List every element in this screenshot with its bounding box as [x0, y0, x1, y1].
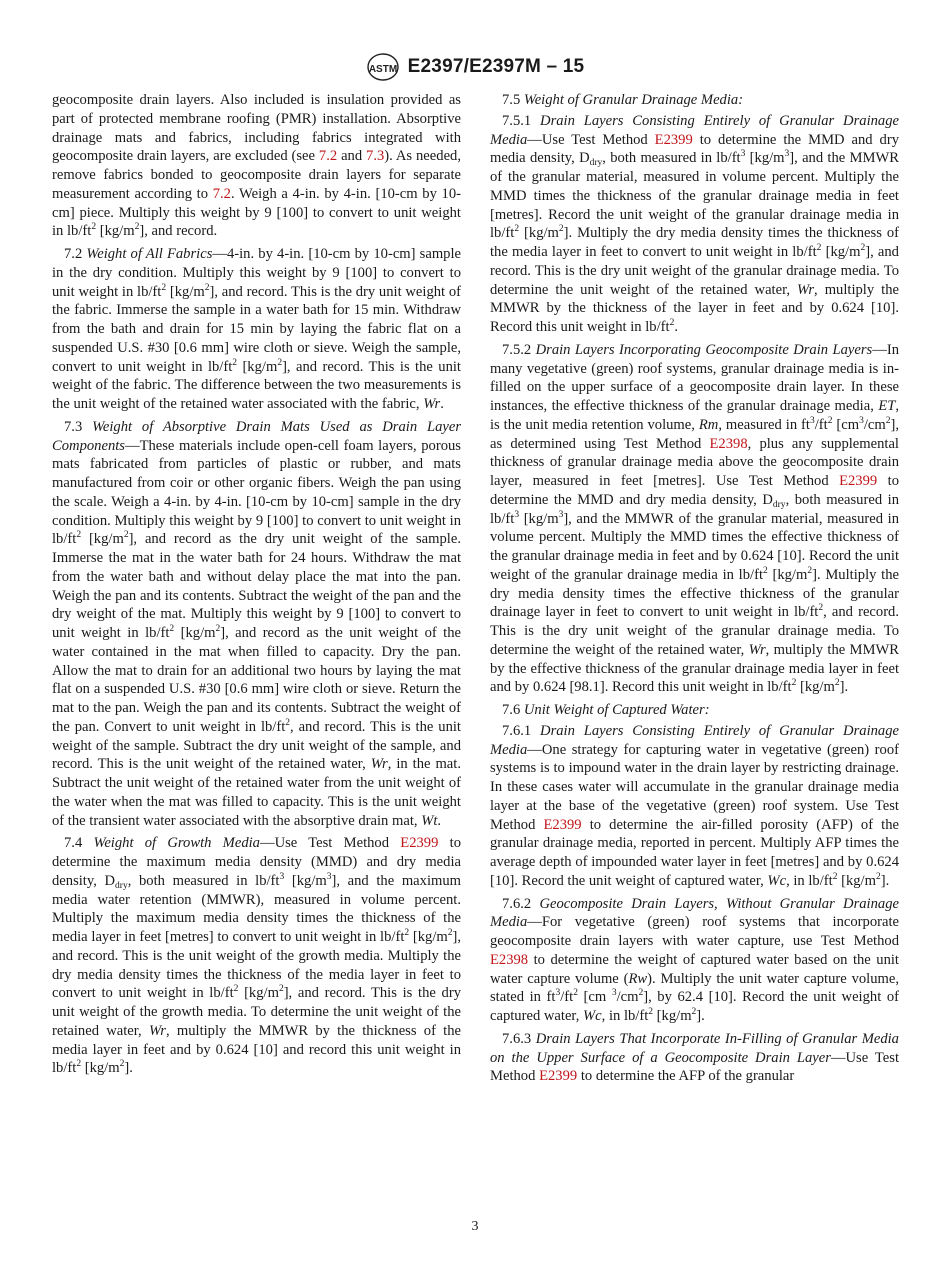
paragraph-text: , both measured in lb/ft — [127, 872, 280, 889]
paragraph-text: . — [674, 319, 678, 335]
paragraph-text: 7.6.3 — [502, 1030, 536, 1047]
paragraph-text: ], and the maximum media water retention (MMWR), measured in volume percent. Multiply the maximum media density times the thickness of the media layer in feet [metres] to convert to unit weight in lb/ft — [52, 872, 461, 945]
superscript: 2 — [204, 282, 210, 293]
paragraph-text: . Weigh a 4-in. by 4-in. [10-cm by 10-cm] piece. Multiply this weight by 9 [100] to convert to unit weight in lb/ft — [52, 185, 461, 240]
paragraph-text: ]. — [696, 1008, 705, 1024]
paragraph-text: ], and record. This is the unit weight of the fabric. The difference between the two measurements is the unit weight of the retained water associated with the fabric, — [52, 358, 461, 412]
standard-reference-link[interactable]: E2399 — [839, 473, 878, 489]
superscript: 2 — [573, 988, 578, 999]
italic-text: Wr — [148, 1022, 166, 1039]
paragraph-text: —4-in. by 4-in. [10-cm by 10-cm] sample in the dry condition. Multiply this weight by 9 [100] to convert to unit weight in lb/ft — [52, 246, 462, 300]
paragraph-text: ], and record as the unit weight of the water contained in the mat when filled to capacity. Dry the pan. Allow the mat to drain for an additional two hours by laying the mat flat on a suspended U.S. #30 [0.6 mm] wire cloth or sieve. Return the mat to the pan. Weigh the pan and its contents. Subtract the weight of the pan. Convert to unit weight in lb/ft — [52, 625, 461, 735]
paragraph — [490, 341, 899, 697]
paragraph-text: , is the unit media retention volume, — [490, 398, 899, 433]
paragraph-text: , in the mat. Subtract the unit weight of the retained water from the unit weight of the water when the mat was filled to capacity. This is the unit weight of the transient water associated with the absorptive drain mat, — [52, 756, 461, 829]
paragraph-text: ], and record. This is the dry unit weight of the granular drainage media. To determine the unit weight of the retained water, — [490, 244, 899, 298]
superscript: 3 — [611, 988, 617, 999]
superscript: 2 — [514, 224, 520, 235]
right-column — [490, 91, 899, 1090]
paragraph-text: , in lb/ft — [601, 1008, 649, 1024]
paragraph-text: ], by 62.4 [10]. Record the unit weight of captured water, — [490, 989, 899, 1024]
paragraph-text: /cm — [616, 989, 639, 1006]
paragraph-text: , both measured in lb/ft — [602, 150, 741, 167]
paragraph-text: , both measured in lb/ft — [490, 491, 899, 527]
superscript: 2 — [885, 415, 891, 426]
superscript: 2 — [285, 717, 291, 728]
paragraph-text: [cm — [577, 989, 612, 1006]
paragraph — [490, 722, 899, 891]
superscript: 3 — [514, 509, 520, 520]
paragraph-text: , multiply the MMWR by the thickness of the layer in feet and by 0.624 [10]. Record this unit weight in lb/ft — [490, 281, 899, 335]
subscript: dry — [115, 880, 128, 891]
paragraph-text: , and record. This is the unit weight of the sample. Subtract the dry unit weight of the sample, and record. This is the unit weight of the retained water, — [52, 718, 461, 773]
paragraph-text: 7.3 — [64, 418, 93, 435]
italic-text: Rm — [698, 416, 719, 433]
standard-reference-link[interactable]: 7.2 — [212, 185, 231, 202]
italic-text: Weight of Absorptive Drain Mats Used as Drain Layer Components — [52, 418, 462, 454]
paragraph-text: 7.2 — [64, 246, 87, 262]
paragraph-text: , measured in ft — [718, 416, 810, 433]
superscript: 2 — [807, 565, 813, 576]
superscript: 2 — [558, 224, 564, 235]
superscript: 3 — [558, 509, 564, 520]
superscript: 2 — [76, 530, 82, 541]
superscript: 3 — [859, 415, 864, 426]
superscript: 2 — [648, 1007, 654, 1017]
paragraph-text: —Use Test Method — [259, 835, 401, 852]
paragraph-text: /ft — [814, 416, 828, 433]
svg-text:ASTM: ASTM — [368, 64, 397, 75]
superscript: 3 — [326, 871, 332, 882]
superscript: 2 — [119, 1059, 125, 1070]
paragraph-text: ], as determined using Test Method — [490, 416, 900, 452]
paragraph-text: to determine the MMD and dry media density, D — [490, 131, 899, 167]
paragraph-text: [kg/m — [519, 510, 559, 527]
superscript: 2 — [763, 565, 768, 576]
superscript: 2 — [233, 984, 239, 995]
paragraph-text: —Use Test Method — [490, 1049, 900, 1085]
superscript: 2 — [816, 243, 822, 253]
superscript: 2 — [134, 222, 140, 233]
superscript: 2 — [860, 243, 866, 253]
italic-text: Wr — [370, 756, 388, 773]
paragraph-text: [kg/m — [81, 531, 124, 548]
paragraph-text: 7.4 — [64, 835, 94, 852]
italic-text: Drain Layers Consisting Entirely of Granular Drainage Media — [490, 112, 899, 148]
paragraph-text: [kg/m — [166, 283, 205, 300]
paragraph — [490, 1030, 899, 1086]
italic-text: Wt — [421, 812, 438, 829]
paragraph-text: [cm — [832, 416, 860, 433]
superscript: 2 — [169, 624, 175, 634]
italic-text: Weight of Granular Drainage Media: — [523, 92, 744, 108]
paragraph-text: to determine the air-filled porosity (AFP) of the granular drainage media, reported in percent. Multiply AFP times the average depth of impounded water layer in feet [metres] and by 0.624 [10]. Record the unit weight of captured water, — [490, 816, 899, 889]
paragraph-text: , and record. This is the dry unit weight of the granular drainage media. To determine the weight of the retained water, — [490, 604, 899, 658]
paragraph-text: —For vegetative (green) roof systems that incorporate geocomposite drain layers with water capture, use Test Method — [490, 914, 899, 949]
document-id: E2397/E2397M – 15 — [407, 56, 585, 77]
standard-reference-link[interactable]: E2398 — [709, 435, 748, 452]
paragraph-text: [kg/m — [409, 929, 448, 945]
paragraph-text: 7.6.1 — [502, 722, 541, 739]
paragraph-text: —In many vegetative (green) roof systems, granular drainage media is in-filled on the upper surface of a geocomposite drain layer. In these instances, the effective thickness of the granular drainage media, — [490, 341, 899, 414]
superscript: 3 — [784, 149, 790, 160]
paragraph-text: , in lb/ft — [786, 872, 833, 889]
paragraph-text: ], and record. This is the dry unit weight of the growth media. To determine the unit weight of the retained water, — [52, 985, 461, 1039]
superscript: 2 — [832, 871, 838, 882]
superscript: 2 — [691, 1007, 697, 1017]
paragraph — [52, 91, 461, 241]
paragraph-text: ], and record. This is the dry unit weight of the fabric. Immerse the sample in a water bath for 15 min. Withdraw from the bath and drain for 15 min by laying the fabric flat on a suspended U.S. #30 [0.6 mm] wire cloth or sieve. Weigh the sample, convert to unit weight in lb/ft — [52, 283, 462, 375]
standard-reference-link[interactable]: 7.2 — [318, 148, 338, 165]
paragraph-text: [kg/m — [174, 625, 216, 641]
paragraph-text: [kg/m — [821, 244, 861, 260]
paragraph-text: ], and record. — [139, 223, 218, 240]
left-column — [52, 91, 461, 1082]
italic-text: Unit Weight of Captured Water: — [523, 702, 710, 718]
page-header — [0, 52, 950, 82]
standard-reference-link[interactable]: E2399 — [400, 835, 439, 852]
paragraph-text: to determine the AFP of the granular — [577, 1068, 795, 1085]
superscript: 2 — [638, 988, 644, 999]
subscript: dry — [589, 158, 603, 169]
paragraph — [52, 418, 461, 831]
paragraph-text: ]. Multiply the dry media density times the thickness of the media layer in feet to convert to unit weight in lb/ft — [490, 225, 899, 260]
superscript: 2 — [827, 415, 833, 426]
paragraph-text: . — [437, 812, 442, 829]
paragraph-text: ]. Multiply the dry media density times the effective thickness of the granular drainage layer in feet to convert to unit weight in lb/ft — [490, 566, 899, 621]
superscript: 3 — [555, 988, 561, 999]
superscript: 3 — [279, 871, 285, 882]
superscript: 2 — [161, 282, 167, 293]
paragraph-text: 7.5.1 — [502, 112, 541, 129]
superscript: 2 — [875, 871, 881, 882]
paragraph-text: ]. — [124, 1060, 133, 1077]
paragraph-text: [kg/m — [796, 679, 835, 696]
paragraph-text: [kg/m — [837, 872, 876, 889]
paragraph-text: ], and record. This is the unit weight of the growth media. Multiply the dry media density times the thickness of the media layer in feet to convert to unit weight in lb/ft — [52, 929, 461, 1002]
paragraph-text: . — [440, 396, 444, 412]
paragraph-text: 7.6.2 — [502, 895, 540, 912]
superscript: 2 — [215, 624, 221, 634]
italic-text: Wc — [583, 1008, 602, 1024]
paragraph-text: ]. — [880, 872, 890, 889]
standard-reference-link[interactable]: 7.3 — [366, 148, 385, 165]
paragraph-text: 7.5 — [502, 92, 524, 108]
italic-text: Wr — [748, 641, 766, 658]
italic-text: Drain Layers That Incorporate In-Filling of Granular Media on the Upper Surface of a Geocomposite Drain Layer — [490, 1030, 899, 1066]
subscript: dry — [772, 499, 786, 510]
paragraph-text: [kg/m — [653, 1008, 692, 1024]
paragraph-text: —Use Test Method — [527, 131, 655, 148]
superscript: 2 — [232, 357, 238, 368]
paragraph-text: ). Multiply the unit water capture volume, stated in ft — [490, 970, 899, 1006]
paragraph-text: [kg/m — [745, 150, 785, 167]
paragraph-text: to determine the MMD and dry media density, D — [490, 473, 899, 508]
superscript: 2 — [669, 318, 675, 328]
paragraph-text: —One strategy for capturing water in vegetative (green) roof systems is to impound water in the drain layer by restricting drainage. In these cases water will accumulate in the granular drainage media layer at the base of the vegetative (green) roof system. Use Test Method — [490, 741, 899, 833]
paragraph-text: ], and record as the dry unit weight of the sample. Immerse the mat in the water bath for 24 hours. Withdraw the mat from the water bath and without delay place the mat into the pan. Weigh the pan and its contents. Subtract the weight of the pan and the dry weight of the mat. Multiply this weight by 9 [100] to convert to unit weight in lb/ft — [52, 531, 461, 641]
astm-logo-icon — [366, 52, 400, 82]
paragraph-text: , plus any supplemental thickness of granular drainage media above the geocomposite drain layer, measured in feet [metres]. Use Test Method — [490, 435, 899, 489]
paragraph-text: [kg/m — [284, 872, 327, 889]
paragraph-text: to determine the weight of captured water based on the unit water capture volume ( — [490, 951, 899, 987]
standard-reference-link[interactable]: E2399 — [654, 131, 693, 148]
paragraph-text: /ft — [560, 989, 574, 1006]
italic-text: Wr — [797, 281, 815, 298]
paragraph-text: 7.6 — [502, 702, 524, 718]
paragraph-text: , multiply the MMWR by the thickness of the media layer in feet and by 0.624 [10] and record this unit weight in lb/ft — [52, 1022, 462, 1077]
paragraph — [490, 91, 899, 110]
superscript: 2 — [404, 928, 410, 938]
standard-reference-link[interactable]: E2399 — [543, 816, 582, 833]
paragraph-text: [kg/m — [96, 223, 135, 240]
paragraph-text: ], and the MMWR of the granular material, measured in volume percent. Multiply the MMD times the thickness of the granular drainage media in feet [metres]. Record the unit weight of the granular drainage media in lb/ft — [490, 150, 899, 242]
italic-text: Drain Layers Consisting Entirely of Granular Drainage Media — [490, 722, 899, 758]
paragraph-text: and — [337, 148, 367, 165]
paragraph-text: ). As needed, remove fabrics bonded to geocomposite drain layers for separate measurement according to — [52, 148, 461, 202]
paragraph-text: 7.5.2 — [502, 341, 536, 358]
superscript: 2 — [447, 928, 453, 938]
superscript: 2 — [91, 222, 97, 233]
italic-text: Drain Layers Incorporating Geocomposite Drain Layers — [535, 341, 873, 358]
italic-text: Geocomposite Drain Layers, Without Granular Drainage Media — [490, 895, 899, 931]
paragraph-text: [kg/m — [519, 225, 559, 242]
paragraph-text: , multiply the MMWR by the effective thickness of the granular drainage media layer in feet and by 0.624 [98.1]. Record this unit weight in lb/ft — [490, 641, 900, 696]
paragraph — [490, 701, 899, 720]
paragraph-text: to determine the maximum media density (MMD) and dry media density, D — [52, 835, 461, 889]
superscript: 3 — [809, 415, 815, 426]
superscript: 2 — [277, 357, 283, 368]
italic-text: Weight of Growth Media — [93, 835, 260, 852]
paragraph-text: —These materials include open-cell foam layers, porous mats fabricated from particles of plastic or rubber, and mats manufactured from coir or other organic fibers. Weigh the pan using the scale. Weigh a 4-in. by 4-in. [10-cm by 10-cm] sample in the dry condition. Multiply this weight by 9 [100] to convert to unit weight in lb/ft — [52, 437, 461, 548]
paragraph-text: geocomposite drain layers. Also included is insulation provided as part of protected membrane roofing (PMR) installation. Absorptive drainage mats and fabrics, including fabrics integrated with geocomposite drain layers, are excluded (see — [52, 92, 461, 165]
superscript: 2 — [123, 530, 129, 541]
italic-text: ET — [878, 398, 896, 414]
standard-reference-link[interactable]: E2398 — [490, 951, 529, 968]
superscript: 2 — [834, 678, 840, 689]
paragraph-text: ]. — [839, 679, 849, 696]
paragraph-text: ], and the MMWR of the granular material, measured in volume percent. Multiply the MMD times the effective thickness of the granular drainage media in feet and by 0.624 [10]. Record the unit weight of the granular drainage media in lb/ft — [490, 510, 899, 583]
paragraph — [490, 112, 899, 337]
superscript: 3 — [740, 149, 746, 160]
italic-text: Wr — [423, 396, 441, 412]
superscript: 2 — [818, 603, 824, 614]
italic-text: Weight of All Fabrics — [86, 246, 213, 262]
paragraph-text: [kg/m — [767, 566, 808, 583]
paragraph-text: /cm — [863, 416, 886, 433]
paragraph-text: [kg/m — [238, 985, 279, 1002]
italic-text: Wc — [767, 872, 787, 889]
superscript: 2 — [278, 984, 284, 995]
paragraph-text: [kg/m — [81, 1060, 120, 1077]
standard-reference-link[interactable]: E2399 — [539, 1068, 578, 1085]
paragraph — [490, 895, 899, 1026]
superscript: 2 — [791, 678, 797, 689]
paragraph — [52, 834, 461, 1078]
paragraph — [52, 245, 461, 414]
superscript: 2 — [76, 1059, 82, 1070]
page-number: 3 — [471, 1219, 479, 1234]
paragraph-text: [kg/m — [237, 358, 278, 375]
italic-text: Rw — [628, 970, 648, 987]
